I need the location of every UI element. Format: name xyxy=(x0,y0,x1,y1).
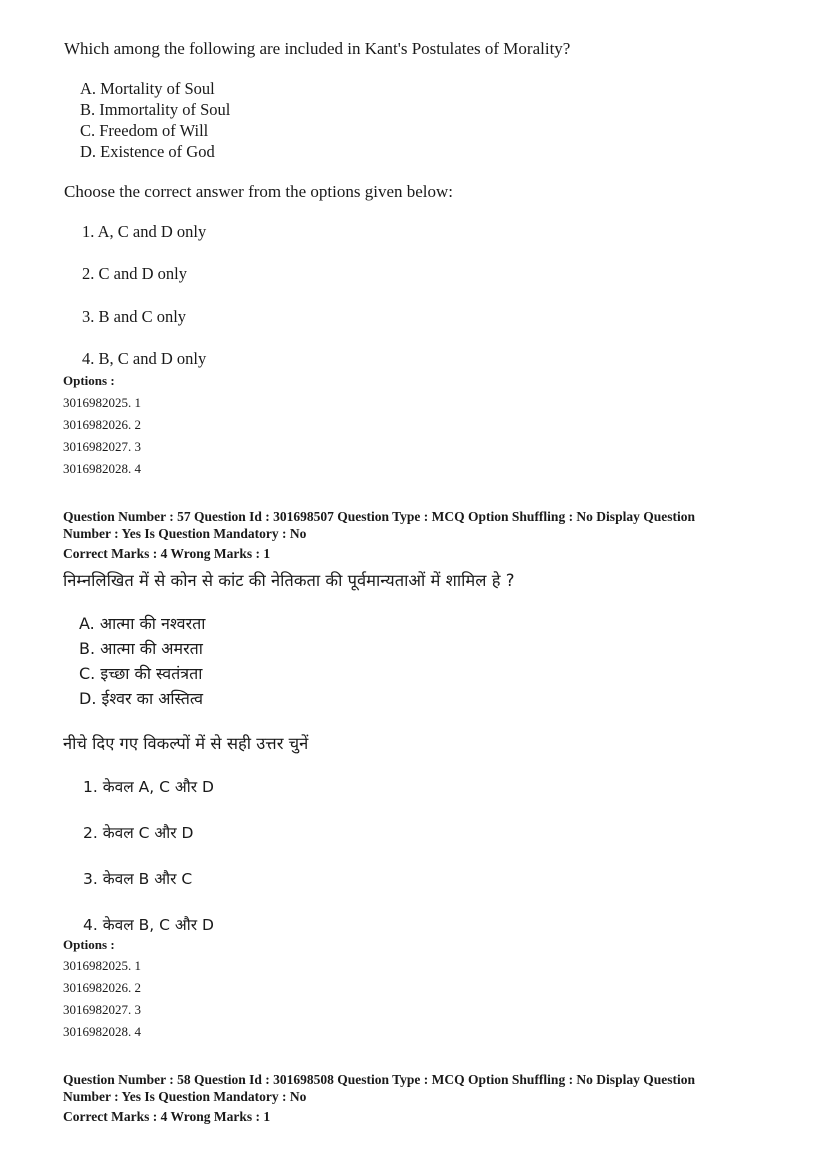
choose-instruction-hindi: नीचे दिए गए विकल्पों में से सही उत्तर चुनें xyxy=(63,734,309,753)
statement-d-hindi: D. ईश्वर का अस्तित्व xyxy=(79,689,204,708)
option-id: 3016982026. 2 xyxy=(63,417,141,432)
answer-option-1: 1. A, C and D only xyxy=(82,222,207,241)
marks-info: Correct Marks : 4 Wrong Marks : 1 xyxy=(63,1109,271,1124)
option-id: 3016982028. 4 xyxy=(63,1024,141,1039)
choose-instruction: Choose the correct answer from the options given below: xyxy=(64,182,454,201)
question-meta-line-1: Question Number : 58 Question Id : 301698508 Question Type : MCQ Option Shuffling : No Display Question xyxy=(63,1072,695,1087)
question-meta-line-2: Number : Yes Is Question Mandatory : No xyxy=(63,526,307,541)
question-text-hindi: निम्नलिखित में से कोन से कांट की नेतिकता की पूर्वमान्यताओं में शामिल हे ? xyxy=(63,571,515,590)
statement-a-hindi: A. आत्मा की नश्वरता xyxy=(79,614,206,633)
statement-c: C. Freedom of Will xyxy=(80,121,209,140)
answer-option-3: 3. B and C only xyxy=(82,307,187,326)
option-id: 3016982026. 2 xyxy=(63,980,141,995)
answer-option-1-hindi: 1. केवल A, C और D xyxy=(83,778,214,796)
question-meta-line-2: Number : Yes Is Question Mandatory : No xyxy=(63,1089,307,1104)
statement-b-hindi: B. आत्मा की अमरता xyxy=(79,639,203,658)
statement-b: B. Immortality of Soul xyxy=(80,100,231,119)
options-label: Options : xyxy=(63,373,115,388)
answer-option-2-hindi: 2. केवल C और D xyxy=(83,824,194,842)
question-text: Which among the following are included in Kant's Postulates of Morality? xyxy=(64,39,571,58)
answer-option-3-hindi: 3. केवल B और C xyxy=(83,870,193,888)
options-label: Options : xyxy=(63,937,115,952)
marks-info: Correct Marks : 4 Wrong Marks : 1 xyxy=(63,546,271,561)
statement-a: A. Mortality of Soul xyxy=(80,79,215,98)
statement-d: D. Existence of God xyxy=(80,142,215,161)
option-id: 3016982025. 1 xyxy=(63,958,141,973)
answer-option-2: 2. C and D only xyxy=(82,264,187,283)
option-id: 3016982025. 1 xyxy=(63,395,141,410)
option-id: 3016982027. 3 xyxy=(63,1002,141,1017)
answer-option-4-hindi: 4. केवल B, C और D xyxy=(83,916,214,934)
option-id: 3016982027. 3 xyxy=(63,439,141,454)
option-id: 3016982028. 4 xyxy=(63,461,141,476)
answer-option-4: 4. B, C and D only xyxy=(82,349,207,368)
statement-c-hindi: C. इच्छा की स्वतंत्रता xyxy=(79,664,203,683)
question-meta-line-1: Question Number : 57 Question Id : 301698507 Question Type : MCQ Option Shuffling : No Display Question xyxy=(63,509,695,524)
